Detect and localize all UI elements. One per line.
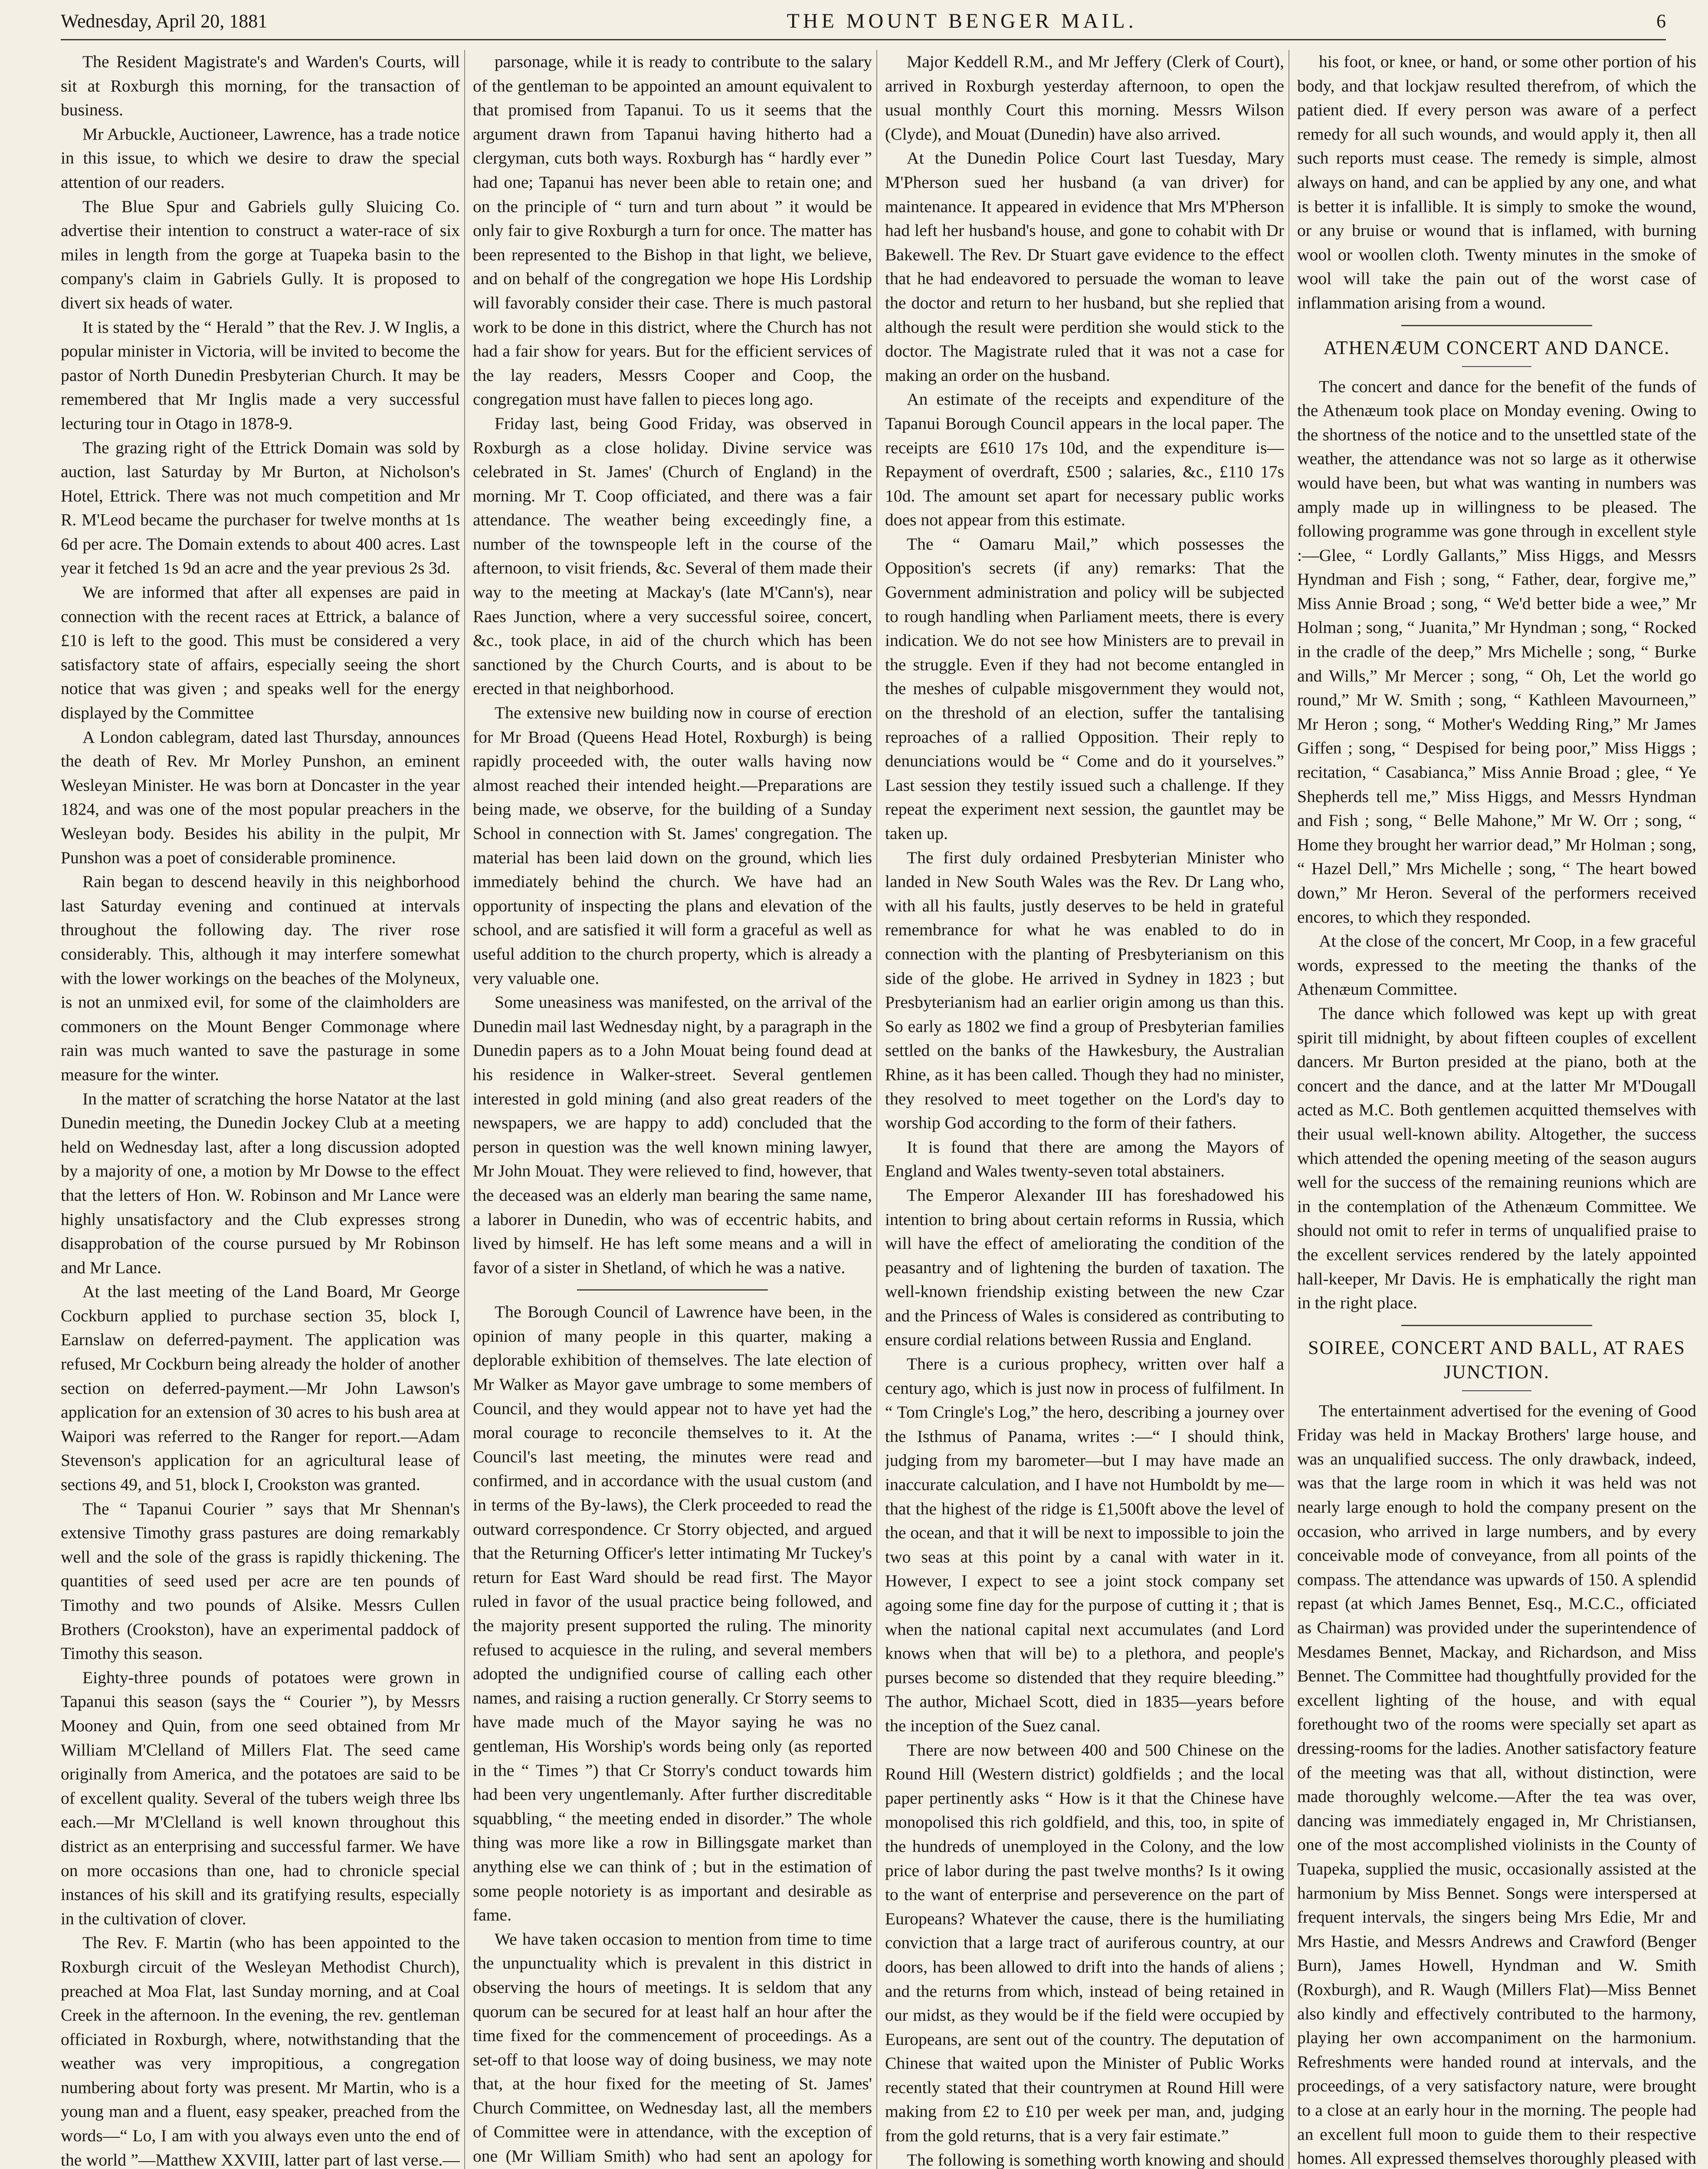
news-paragraph: There is a curious prophecy, written over half a century ago, which is just now in process of fulfilment. In “ Tom Cringle's Log,” the hero, describing a journey over the Isthmus of Panama, writes :—“ I should think, judging from my barometer—but I may have made an inaccurate calculation, and I have not Humboldt by me—that the highest of the ridge is £1,500ft above the level of the ocean, and that it will be next to impossible to join the two seas at this point by a canal with water in it. However, I expect to see a joint stock company set agoing some fine day for the purpose of cutting it ; that is when the national capital next accumulates (and Lord knows when that will be) to a plethora, and people's purses become so distended that they require bleeding.” The author, Michael Scott, died in 1835—years before the inception of the Suez canal. bbox=[885, 1354, 1284, 1735]
news-paragraph: The following is something worth knowing and should bbox=[907, 2150, 1284, 2169]
headline-rule bbox=[1462, 366, 1531, 367]
news-paragraph: At the Dunedin Police Court last Tuesday, Mary M'Pherson sued her husband (a van driver) for maintenance. It appeared in evidence that Mrs M'Pherson had left her husband's house, and gone to cohabit with Dr Bakewell. The Rev. Dr Stuart gave evidence to the effect that he had endeavored to persuade the woman to leave the doctor and return to her husband, but she replied that although the result were perdition she would stick to the doctor. The Magistrate ruled that it was not a case for making an order on the husband. bbox=[885, 148, 1284, 385]
news-paragraph: Major Keddell R.M., and Mr Jeffery (Clerk of Court), arrived in Roxburgh yesterday afternoon, to open the usual monthly Court this morning. Messrs Wilson (Clyde), and Mouat (Dunedin) have also arrived. bbox=[885, 52, 1284, 144]
news-paragraph: It is stated by the “ Herald ” that the Rev. J. W Inglis, a popular minister in Victoria, will be invited to become the pastor of North Dunedin Presbyterian Church. It may be remembered that Mr Inglis made a very successful lecturing tour in Otago in 1878-9. bbox=[61, 317, 460, 433]
article-headline: SOIREE, CONCERT AND BALL, AT RAES JUNCTION. bbox=[1308, 1337, 1685, 1383]
column-1 bbox=[61, 50, 460, 2169]
section-separator bbox=[1401, 325, 1592, 326]
column-divider bbox=[464, 50, 465, 2169]
news-paragraph: The Borough Council of Lawrence have been, in the opinion of many people in this quarter, making a deplorable exhibition of themselves. The late election of Mr Walker as Mayor gave umbrage to some members of Council, and they would appear not to have yet had the moral courage to reconcile themselves to it. At the Council's last meeting, the minutes were read and confirmed, and in accordance with the usual custom (and in terms of the By-laws), the Clerk proceeded to read the outward correspondence. Cr Storry objected, and argued that the Returning Officer's letter intimating Mr Tuckey's return for East Ward should be read first. The Mayor ruled in favor of the usual practice being followed, and the majority present supported the ruling. The minority refused to acquiesce in the ruling, and several members adopted the undignified course of calling each other names, and raising a ruction generally. Cr Storry seems to have made much of the Mayor saying he was no gentleman, His Worship's words being only (as reported in the “ Times ”) that Cr Storry's conduct towards him had been very ungentlemanly. After further discreditable squabbling, “ the meeting ended in disorder.” The whole thing was more like a row in Billingsgate market than anything else we can think of ; but in the estimation of some people notoriety is as important and desirable as fame. bbox=[473, 1302, 872, 1925]
news-paragraph: The extensive new building now in course of erection for Mr Broad (Queens Head Hotel, Roxburgh) is being rapidly proceeded with, the outer walls having now almost reached their intended height.—Preparations are being made, we observe, for the building of a Sunday School in connection with St. James' congregation. The material has been laid down on the ground, which lies immediately behind the church. We have had an opportunity of inspecting the plans and elevation of the school, and are satisfied it will form a graceful as well as useful addition to the church property, which is already a very valuable one. bbox=[473, 703, 872, 988]
news-paragraph: We have taken occasion to mention from time to time the unpunctuality which is prevalent in this district in observing the hours of meetings. It is seldom that any quorum can be secured for at least half an hour after the time fixed for the commencement of proceedings. As a set-off to that loose way of doing business, we may note that, at the hour fixed for the meeting of St. James' Church Committee, on Wednesday last, all the members of Committee were in attendance, with the exception of one (Mr William Smith) who had sent an apology for bbox=[473, 1929, 872, 2166]
news-paragraph: The Resident Magistrate's and Warden's Courts, will sit at Roxburgh this morning, for the transaction of business. bbox=[61, 52, 460, 120]
news-paragraph: Rain began to descend heavily in this neighborhood last Saturday evening and continued at intervals throughout the following day. The river rose considerably. This, although it may interfere somewhat with the lower workings on the beaches of the Molyneux, is not an unmixed evil, for some of the claimholders are commoners on the Mount Benger Commonage where rain was much wanted to save the pasturage in some measure for the winter. bbox=[61, 872, 460, 1084]
news-paragraph: Mr Arbuckle, Auctioneer, Lawrence, has a trade notice in this issue, to which we desire to draw the special attention of our readers. bbox=[61, 124, 460, 192]
news-paragraph: Some uneasiness was manifested, on the arrival of the Dunedin mail last Wednesday night, by a paragraph in the Dunedin papers as to a John Mouat being found dead at his residence in Walker-street. Several gentlemen interested in gold mining (and also great readers of the newspapers, we are happy to add) concluded that the person in question was the well known mining lawyer, Mr John Mouat. They were relieved to find, however, that the deceased was an elderly man bearing the same name, a laborer in Dunedin, who was of eccentric habits, and lived by himself. He has left some means and a will in favor of a sister in Shetland, of which he was a native. bbox=[473, 993, 872, 1277]
section-separator bbox=[1401, 1325, 1592, 1326]
news-paragraph: It is found that there are among the Mayors of England and Wales twenty-seven total abstainers. bbox=[885, 1137, 1284, 1181]
masthead-rule bbox=[61, 39, 1666, 40]
column-divider bbox=[876, 50, 877, 2169]
news-paragraph: An estimate of the receipts and expenditure of the Tapanui Borough Council appears in the local paper. The receipts are £610 17s 10d, and the expenditure is—Repayment of overdraft, £500 ; salaries, &c., £110 17s 10d. The amount set apart for necessary public works does not appear from this estimate. bbox=[885, 390, 1284, 530]
news-paragraph: A London cablegram, dated last Thursday, announces the death of Rev. Mr Morley Punshon, an eminent Wesleyan Minister. He was born at Doncaster in the year 1824, and was one of the most popular preachers in the Wesleyan body. Besides his ability in the pulpit, Mr Punshon was a poet of considerable prominence. bbox=[61, 727, 460, 867]
news-paragraph: his foot, or knee, or hand, or some other portion of his body, and that lockjaw resulted therefrom, of which the patient died. If every person was aware of a perfect remedy for all such wounds, and would apply it, then all such reports must cease. The remedy is simple, almost always on hand, and can be applied by any one, and what is better it is infallible. It is simply to smoke the wound, or any bruise or wound that is inflamed, with burning wool or woollen cloth. Twenty minutes in the smoke of wool will take the pain out of the worst case of inflammation arising from a wound. bbox=[1297, 52, 1696, 312]
news-paragraph: At the last meeting of the Land Board, Mr George Cockburn applied to purchase section 35, block I, Earnslaw on deferred-payment. The application was refused, Mr Cockburn being already the holder of another section on deferred-payment.—Mr John Lawson's application for an extension of 30 acres to his bush area at Waipori was referred to the Ranger for report.—Adam Stevenson's application for an agricultural lease of sections 49, and 51, block I, Crookston was granted. bbox=[61, 1282, 460, 1494]
section-separator bbox=[577, 1289, 768, 1291]
news-paragraph: There are now between 400 and 500 Chinese on the Round Hill (Western district) goldfields ; and the local paper pertinently asks “ How is it that the Chinese have monopolised this rich goldfield, and this, too, in spite of the hundreds of unemployed in the Colony, and the low price of labor during the past twelve months? Is it owing to the want of enterprise and perseverence on the part of Europeans? Whatever the cause, there is the humiliating conviction that a large tract of auriferous country, at our doors, has been allowed to drift into the hands of aliens ; and the returns from which, instead of being retained in our midst, as they would be if the field were occupied by Europeans, are sent out of the country. The deputation of Chinese that waited upon the Minister of Public Works recently stated that their countrymen at Round Hill were making from £2 to £10 per week per man, and, judging from the gold returns, that is a very fair estimate.” bbox=[885, 1740, 1284, 2146]
column-3 bbox=[885, 50, 1284, 2169]
news-paragraph: The entertainment advertised for the evening of Good Friday was held in Mackay Brothers' large house, and was an unqualified success. The only drawback, indeed, was that the large room in which it was held was not nearly large enough to hold the company present on the occasion, who arrived in large numbers, and by every conceivable mode of conveyance, from all points of the compass. The attendance was upwards of 150. A splendid repast (at which James Bennet, Esq., M.C.C., officiated as Chairman) was provided under the superintendence of Mesdames Bennet, Mackay, and Richardson, and Miss Bennet. The Committee had thoughtfully provided for the excellent lighting of the house, and with equal forethought two of the rooms were specially set apart as dressing-rooms for the ladies. Another satisfactory feature of the meeting was that all, without distinction, were made thoroughly welcome.—After the tea was over, dancing was immediately engaged in, Mr Christiansen, one of the most accomplished violinists in the County of Tuapeka, supplied the music, occasionally assisted at the harmonium by Miss Bennet. Songs were interspersed at frequent intervals, the singers being Mrs Edie, Mr and Mrs Hastie, and Messrs Andrews and Crawford (Benger Burn), James Howell, Hyndman and W. Smith (Roxburgh), and R. Waugh (Millers Flat)—Miss Bennet also kindly and effectively contributed to the harmony, playing her own accompaniment on the harmonium. Refreshments were handed round at intervals, and the proceedings, of a very satisfactory nature, were brought to a close at an early hour in the morning. The people had an excellent full moon to guide them to their respective homes. All expressed themselves thoroughly pleased with bbox=[1297, 1401, 1696, 2168]
column-divider bbox=[1288, 50, 1289, 2169]
newspaper-title: THE MOUNT BENGER MAIL. bbox=[787, 9, 1137, 33]
page-number: 6 bbox=[1656, 10, 1666, 32]
news-paragraph: The “ Tapanui Courier ” says that Mr Shennan's extensive Timothy grass pastures are doing remarkably well and the sole of the grass is rapidly thickening. The quantities of seed used per acre are ten pounds of Timothy and two pounds of Alsike. Messrs Cullen Brothers (Crookston), have an experimental paddock of Timothy this season. bbox=[61, 1499, 460, 1663]
news-paragraph: We are informed that after all expenses are paid in connection with the recent races at Ettrick, a balance of £10 is left to the good. This must be considered a very satisfactory state of affairs, especially seeing the short notice that was given ; and speaks well for the energy displayed by the Committee bbox=[61, 583, 460, 723]
news-paragraph: The dance which followed was kept up with great spirit till midnight, by about fifteen couples of excellent dancers. Mr Burton presided at the piano, both at the concert and the dance, and at the latter Mr M'Dougall acted as M.C. Both gentlemen acquitted themselves with their usual well-known ability. Altogether, the success which attended the opening meeting of the season augurs well for the success of the remaining reunions which are in the contemplation of the Athenæum Committee. We should not omit to refer in terms of unqualified praise to the excellent services rendered by the lately appointed hall-keeper, Mr Davis. He is emphatically the right man in the right place. bbox=[1297, 1003, 1696, 1313]
news-paragraph: The Emperor Alexander III has foreshadowed his intention to bring about certain reforms in Russia, which will have the effect of ameliorating the condition of the peasantry and of lightening the burden of taxation. The well-known friendship existing between the new Czar and the Princess of Wales is considered as contributing to ensure cordial relations between Russia and England. bbox=[885, 1185, 1284, 1350]
news-paragraph: In the matter of scratching the horse Natator at the last Dunedin meeting, the Dunedin Jockey Club at a meeting held on Wednesday last, after a long discussion adopted by a majority of one, a motion by Mr Dowse to the effect that the letters of Hon. W. Robinson and Mr Lance were highly unsatisfactory and the Club expresses strong disapprobation of the course pursued by Mr Robinson and Mr Lance. bbox=[61, 1089, 460, 1277]
news-paragraph: Friday last, being Good Friday, was observed in Roxburgh as a close holiday. Divine service was celebrated in St. James' (Church of England) in the morning. Mr T. Coop officiated, and there was a fair attendance. The weather being exceedingly fine, a number of the townspeople left in the course of the afternoon, to visit friends, &c. Several of them made their way to the meeting at Mackay's (late M'Cann's), near Raes Junction, where a very successful soiree, concert, &c., took place, in aid of the church which has been sanctioned by the Church Courts, and is about to be erected in that neighborhood. bbox=[473, 413, 872, 698]
masthead bbox=[61, 8, 1666, 34]
news-paragraph: The first duly ordained Presbyterian Minister who landed in New South Wales was the Rev. Dr Lang who, with all his faults, justly deserves to be held in grateful remembrance for what he was enabled to do in connection with the planting of Presbyterianism on this side of the globe. He arrived in Sydney in 1823 ; but Presbyterianism had an earlier origin among us than this. So early as 1802 we find a group of Presbyterian families settled on the banks of the Hawkesbury, the Australian Rhine, as it has been called. Though they had no minister, they resolved to meet together on the Lord's day to worship God according to the form of their fathers. bbox=[885, 848, 1284, 1133]
news-paragraph: The “ Oamaru Mail,” which possesses the Opposition's secrets (if any) remarks: That the Government administration and policy will be subjected to rough handling when Parliament meets, there is every indication. We do not see how Ministers are to prevail in the struggle. Even if they had not become entangled in the meshes of culpable misgovernment they would not, on the threshold of an election, suffer the tantalising reproaches of a rallied Opposition. Their reply to denunciations would be “ Come and do it yourselves.” Last session they testily issued such a challenge. If they repeat the experiment next session, the gauntlet may be taken up. bbox=[885, 534, 1284, 843]
column-2 bbox=[473, 50, 872, 2169]
headline-rule bbox=[1462, 1390, 1531, 1391]
column-4 bbox=[1297, 50, 1696, 2169]
news-paragraph: The grazing right of the Ettrick Domain was sold by auction, last Saturday by Mr Burton, at Nicholson's Hotel, Ettrick. There was not much competition and Mr R. M'Leod became the purchaser for twelve months at 1s 6d per acre. The Domain extends to about 400 acres. Last year it fetched 1s 9d an acre and the year previous 2s 3d. bbox=[61, 438, 460, 578]
news-paragraph: The concert and dance for the benefit of the funds of the Athenæum took place on Monday evening. Owing to the shortness of the notice and to the unsettled state of the weather, the attendance was not so large as it otherwise would have been, but what was wanting in numbers was amply made up in willingness to be pleased. The following programme was gone through in excellent style :—Glee, “ Lordly Gallants,” Miss Higgs, and Messrs Hyndman and Fish ; song, “ Father, dear, forgive me,” Miss Annie Broad ; song, “ We'd better bide a wee,” Mr Holman ; song, “ Juanita,” Mr Hyndman ; song, “ Rocked in the cradle of the deep,” Mrs Michelle ; song, “ Burke and Wills,” Mr Mercer ; song, “ Oh, Let the world go round,” Mr W. Smith ; song, “ Kathleen Mavourneen,” Mr Heron ; song, “ Mother's Wedding Ring,” Mr James Giffen ; song, “ Despised for being poor,” Miss Higgs ; recitation, “ Casabianca,” Miss Annie Broad ; glee, “ Ye Shepherds tell me,” Miss Higgs, and Messrs Hyndman and Fish ; song, “ Belle Mahone,” Mr W. Orr ; song, “ Home they brought her warrior dead,” Mr Holman ; song, “ Hazel Dell,” Mrs Michelle ; song, “ The heart bowed down,” Mr Heron. Several of the performers received encores, to which they responded. bbox=[1297, 377, 1696, 927]
news-paragraph: Eighty-three pounds of potatoes were grown in Tapanui this season (says the “ Courier ”), by Messrs Mooney and Quin, from one seed obtained from Mr William M'Clelland of Millers Flat. The seed came originally from America, and the potatoes are said to be of excellent quality. Several of the tubers weigh three lbs each.—Mr M'Clelland is well known throughout this district as an enterprising and successful farmer. We have on more occasions than one, had to chronicle special instances of his skill and its gratifying results, especially in the cultivation of clover. bbox=[61, 1668, 460, 1928]
news-paragraph: parsonage, while it is ready to contribute to the salary of the gentleman to be appointed an amount equivalent to that promised from Tapanui. To us it seems that the argument drawn from Tapanui having hitherto had a clergyman, cuts both ways. Roxburgh has “ hardly ever ” had one; Tapanui has never been able to retain one; and on the principle of “ turn and turn about ” it would be only fair to give Roxburgh a turn for once. The matter has been represented to the Bishop in that light, we believe, and on behalf of the congregation we hope His Lordship will favorably consider their case. There is much pastoral work to be done in this district, where the Church has not had a fair show for years. But for the efficient services of the lay readers, Messrs Cooper and Coop, the congregation must have fallen to pieces long ago. bbox=[473, 52, 872, 409]
article-headline: ATHENÆUM CONCERT AND DANCE. bbox=[1323, 337, 1670, 358]
news-paragraph: The Blue Spur and Gabriels gully Sluicing Co. advertise their intention to construct a water-race of six miles in length from the gorge at Tuapeka basin to the company's claim in Gabriels Gully. It is proposed to divert six heads of water. bbox=[61, 197, 460, 312]
news-paragraph: The Rev. F. Martin (who has been appointed to the Roxburgh circuit of the Wesleyan Methodist Church), preached at Moa Flat, last Sunday morning, and at Coal Creek in the afternoon. In the evening, the rev. gentleman officiated in Roxburgh, where, notwithstanding that the weather was very impropitious, a congregation numbering about forty was present. Mr Martin, who is a young man and a fluent, easy speaker, preached from the words—“ Lo, I am with you always even unto the end of the world ”—Matthew XXVIII, latter part of last verse.— bbox=[61, 1933, 460, 2169]
news-paragraph: At the close of the concert, Mr Coop, in a few graceful words, expressed to the meeting the thanks of the Athenæum Committee. bbox=[1297, 931, 1696, 999]
issue-date: Wednesday, April 20, 1881 bbox=[61, 10, 268, 32]
